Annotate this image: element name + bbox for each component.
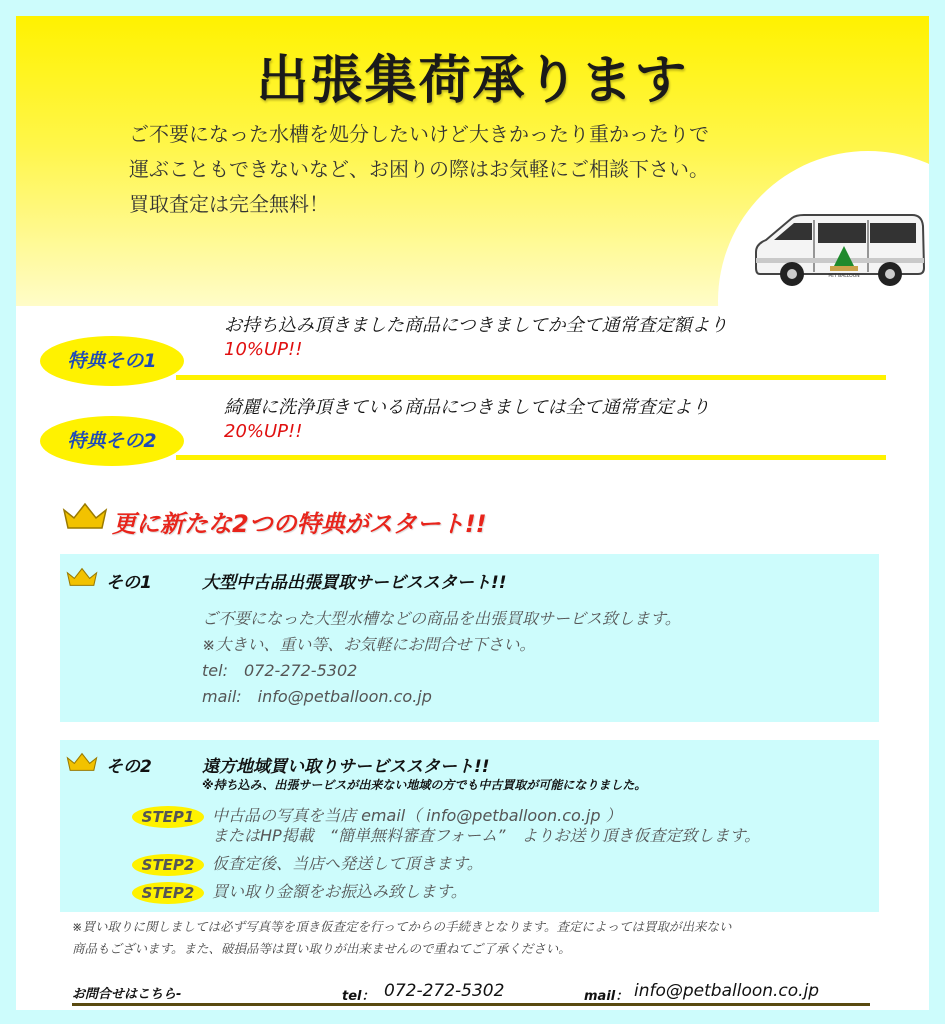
benefit-2-badge: 特典その2 xyxy=(40,416,184,466)
benefit-1-description: お持ち込み頂きました商品につきましてか全て通常査定額より xyxy=(224,315,728,336)
step-3-badge: STEP2 xyxy=(132,882,204,904)
footnote-line-2: 商品もございます。また、破損品等は買い取りが出来ませんので重ねてご了承ください。 xyxy=(72,941,571,956)
footnote xyxy=(72,916,862,960)
footnote-line-1: ※買い取りに関しましては必ず写真等を頂き仮査定を行ってからの手続きとなります。査定によっては買取が出来ない xyxy=(72,919,732,934)
contact-mail[interactable]: info@petballoon.co.jp xyxy=(634,981,820,1001)
page-card xyxy=(16,16,929,1010)
step-1-line-1: 中古品の写真を当店 email（ info@petballoon.co.jp ） xyxy=(212,806,622,825)
panel-2-number: その2 xyxy=(106,757,152,777)
new-benefits-heading: 更に新たな2つの特典がスタート!! xyxy=(112,510,487,538)
step-1-line-2: またはHP掲載 “簡単無料審査フォーム” よりお送り頂き仮査定致します。 xyxy=(212,826,761,845)
page-title: 出張集荷承ります xyxy=(256,51,689,111)
panel-1-title: 大型中古品出張買取サービススタート!! xyxy=(202,573,507,593)
benefit-1-underline xyxy=(176,375,886,380)
benefit-1-badge: 特典その1 xyxy=(40,336,184,386)
panel-2-title: 遠方地域買い取りサービススタート!! xyxy=(202,757,490,777)
crown-icon xyxy=(66,752,98,772)
crown-icon xyxy=(62,502,108,530)
panel-1-body xyxy=(202,606,681,710)
service-panel-2 xyxy=(60,740,879,912)
intro-line-2: 運ぶこともできないなど、お困りの際はお気軽にご相談下さい。 xyxy=(129,157,709,181)
benefit-1-percent: 10%UP!! xyxy=(224,339,303,360)
service-panel-1 xyxy=(60,554,879,722)
crown-icon xyxy=(66,567,98,587)
panel-1-line-1: ご不要になった大型水槽などの商品を出張買取サービス致します。 xyxy=(202,609,681,628)
step-2-text: 仮査定後、当店へ発送して頂きます。 xyxy=(212,854,483,873)
contact-row xyxy=(72,979,870,1006)
contact-label: お問合せはこちら- xyxy=(72,987,182,1002)
panel-1-line-2: ※大きい、重い等、お気軽にお問合せ下さい。 xyxy=(202,635,536,654)
van-logo-text: PET BALLOON xyxy=(828,274,860,279)
intro-text xyxy=(129,117,849,222)
van-image xyxy=(752,206,928,290)
benefit-2-description: 綺麗に洗浄頂きている商品につきましては全て通常査定より xyxy=(224,397,710,418)
panel-1-tel: tel: 072-272-5302 xyxy=(202,661,358,680)
panel-1-mail: mail: info@petballoon.co.jp xyxy=(202,687,432,706)
step-2-badge: STEP2 xyxy=(132,854,204,876)
step-1-badge: STEP1 xyxy=(132,806,204,828)
intro-line-1: ご不要になった水槽を処分したいけど大きかったり重かったりで xyxy=(129,122,709,146)
contact-tel[interactable]: 072-272-5302 xyxy=(384,981,505,1001)
panel-2-note: ※持ち込み、出張サービスが出来ない地域の方でも中古買取が可能になりました。 xyxy=(202,778,647,792)
benefit-2-underline xyxy=(176,455,886,460)
contact-tel-label: tel： xyxy=(342,989,375,1004)
benefit-2-text xyxy=(224,396,710,444)
step-3-text: 買い取り金額をお振込み致します。 xyxy=(212,882,467,901)
benefit-2-percent: 20%UP!! xyxy=(224,421,303,442)
benefit-1-text xyxy=(224,314,728,362)
intro-line-3: 買取査定は完全無料！ xyxy=(129,192,329,216)
panel-1-number: その1 xyxy=(106,573,152,593)
contact-mail-label: mail： xyxy=(584,989,629,1004)
step-1-text xyxy=(212,806,760,846)
